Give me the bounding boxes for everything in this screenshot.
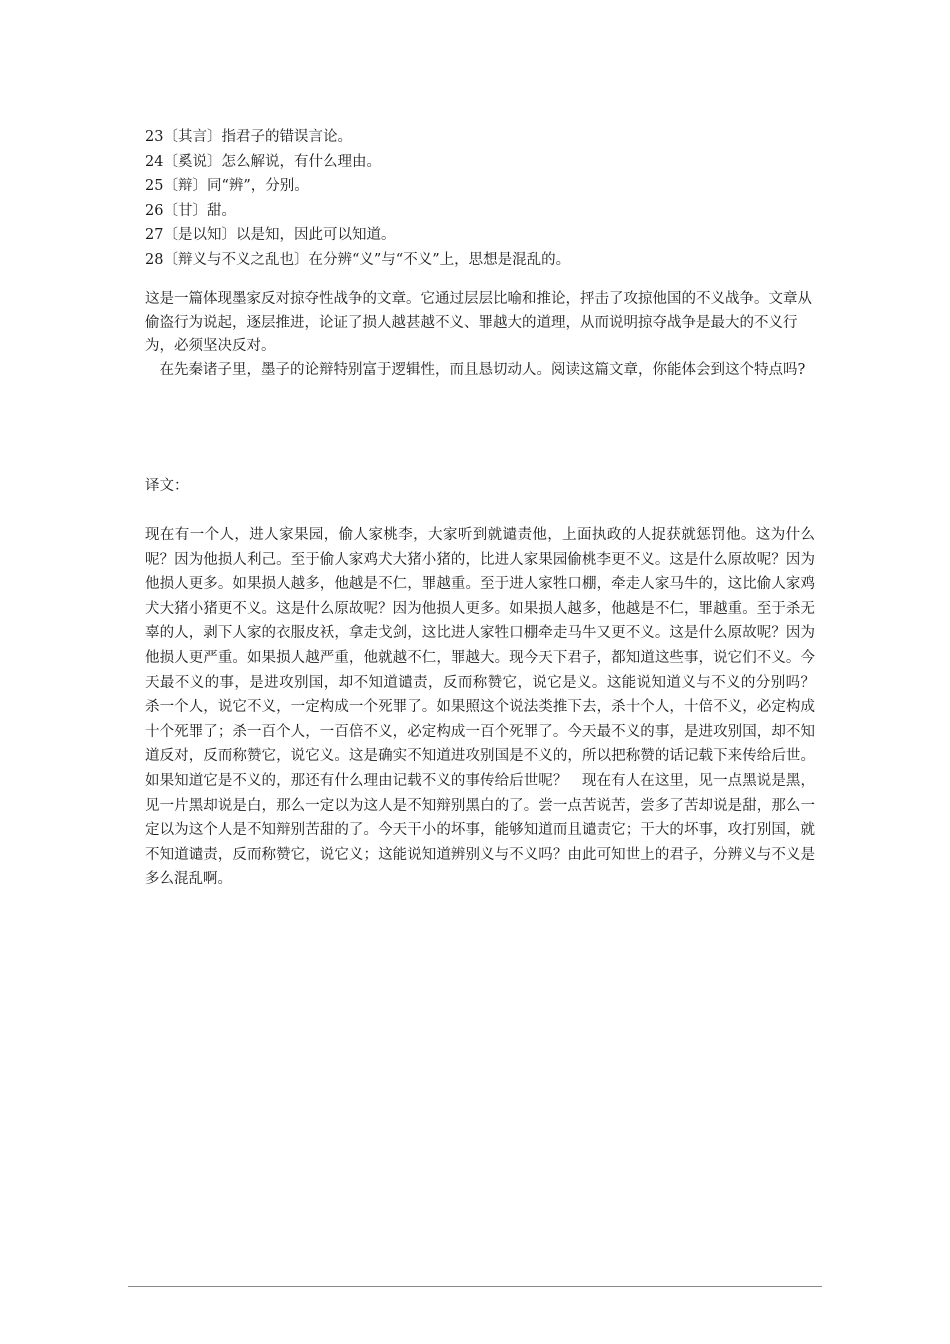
note-item (145, 223, 825, 248)
annotation-notes (145, 125, 825, 273)
note-text: 〔其言〕指君子的错误言论。 (163, 129, 352, 145)
note-number: 28 (145, 251, 164, 268)
note-item (145, 125, 825, 150)
note-item (145, 174, 825, 199)
note-text: 〔是以知〕以是知，因此可以知道。 (163, 227, 396, 244)
note-text: 〔辩义与不义之乱也〕在分辨“义”与“不义”上，思想是混乱的。 (163, 251, 571, 268)
translation-body: 现在有一个人，进人家果园，偷人家桃李，大家听到就谴责他，上面执政的人捉获就惩罚他。这为什么呢？因为他损人利己。至于偷人家鸡犬大猪小猪的，比进人家果园偷桃李更不义。这是什么原故呢？因为他损人更多。如果损人越多，他越是不仁，罪越重。至于进人家牲口棚，牵走人家马牛的，这比偷人家鸡犬大猪小猪更不义。这是什么原故呢？因为他损人更多。如果损人越多，他越是不仁，罪越重。至于杀无辜的人，剥下人家的衣服皮袄，拿走戈剑，这比进人家牲口棚牵走马牛又更不义。这是什么原故呢？因为他损人更严重。如果损人越严重，他就越不仁，罪越大。现今天下君子，都知道这些事，说它们不义。今天最不义的事，是进攻别国，却不知道谴责，反而称赞它，说它是义。这能说知道义与不义的分别吗？ 杀一个人，说它不义，一定构成一个死罪了。如果照这个说法类推下去，杀十个人，十倍不义，必定构成十个死罪了；杀一百个人，一百倍不义，必定构成一百个死罪了。今天最不义的事，是进攻别国，却不知道反对，反而称赞它，说它义。这是确实不知道进攻别国是不义的，所以把称赞的话记载下来传给后世。如果知道它是不义的，那还有什么理由记载不义的事传给后世呢？ 现在有人在这里，见一点黑说是黑，见一片黑却说是白，那么一定以为这人是不知辩别黑白的了。尝一点苦说苦，尝多了苦却说是甜，那么一定以为这个人是不知辩别苦甜的了。今天干小的坏事，能够知道而且谴责它；干大的坏事，攻打别国，就不知道谴责，反而称赞它，说它义；这能说知道辨别义与不义吗？由此可知世上的君子，分辨义与不义是多么混乱啊。 (145, 527, 830, 888)
note-item (145, 199, 825, 224)
note-number: 27 (145, 227, 164, 244)
analysis-section (145, 288, 815, 382)
note-item (145, 248, 825, 273)
note-text: 〔奚说〕怎么解说，有什么理由。 (163, 153, 381, 170)
translation-heading: 译文： (145, 478, 189, 494)
footer-divider (128, 1286, 822, 1287)
note-number: 23 (145, 129, 164, 145)
note-text: 〔辩〕同“辨”，分别。 (163, 178, 309, 195)
note-number: 26 (145, 202, 164, 219)
note-number: 24 (145, 153, 164, 170)
note-text: 〔甘〕甜。 (163, 202, 236, 219)
note-number: 25 (145, 178, 164, 195)
analysis-paragraph: 在先秦诸子里，墨子的论辩特别富于逻辑性，而且恳切动人。阅读这篇文章，你能体会到这个特点吗? (159, 361, 806, 378)
analysis-paragraph: 这是一篇体现墨家反对掠夺性战争的文章。它通过层层比喻和推论，抨击了攻掠他国的不义战争。文章从偷盗行为说起，逐层推进，论证了损人越甚越不义、罪越大的道理，从而说明掠夺战争是最大的不义行为，必须坚决反对。 (145, 291, 812, 354)
note-item (145, 150, 825, 175)
